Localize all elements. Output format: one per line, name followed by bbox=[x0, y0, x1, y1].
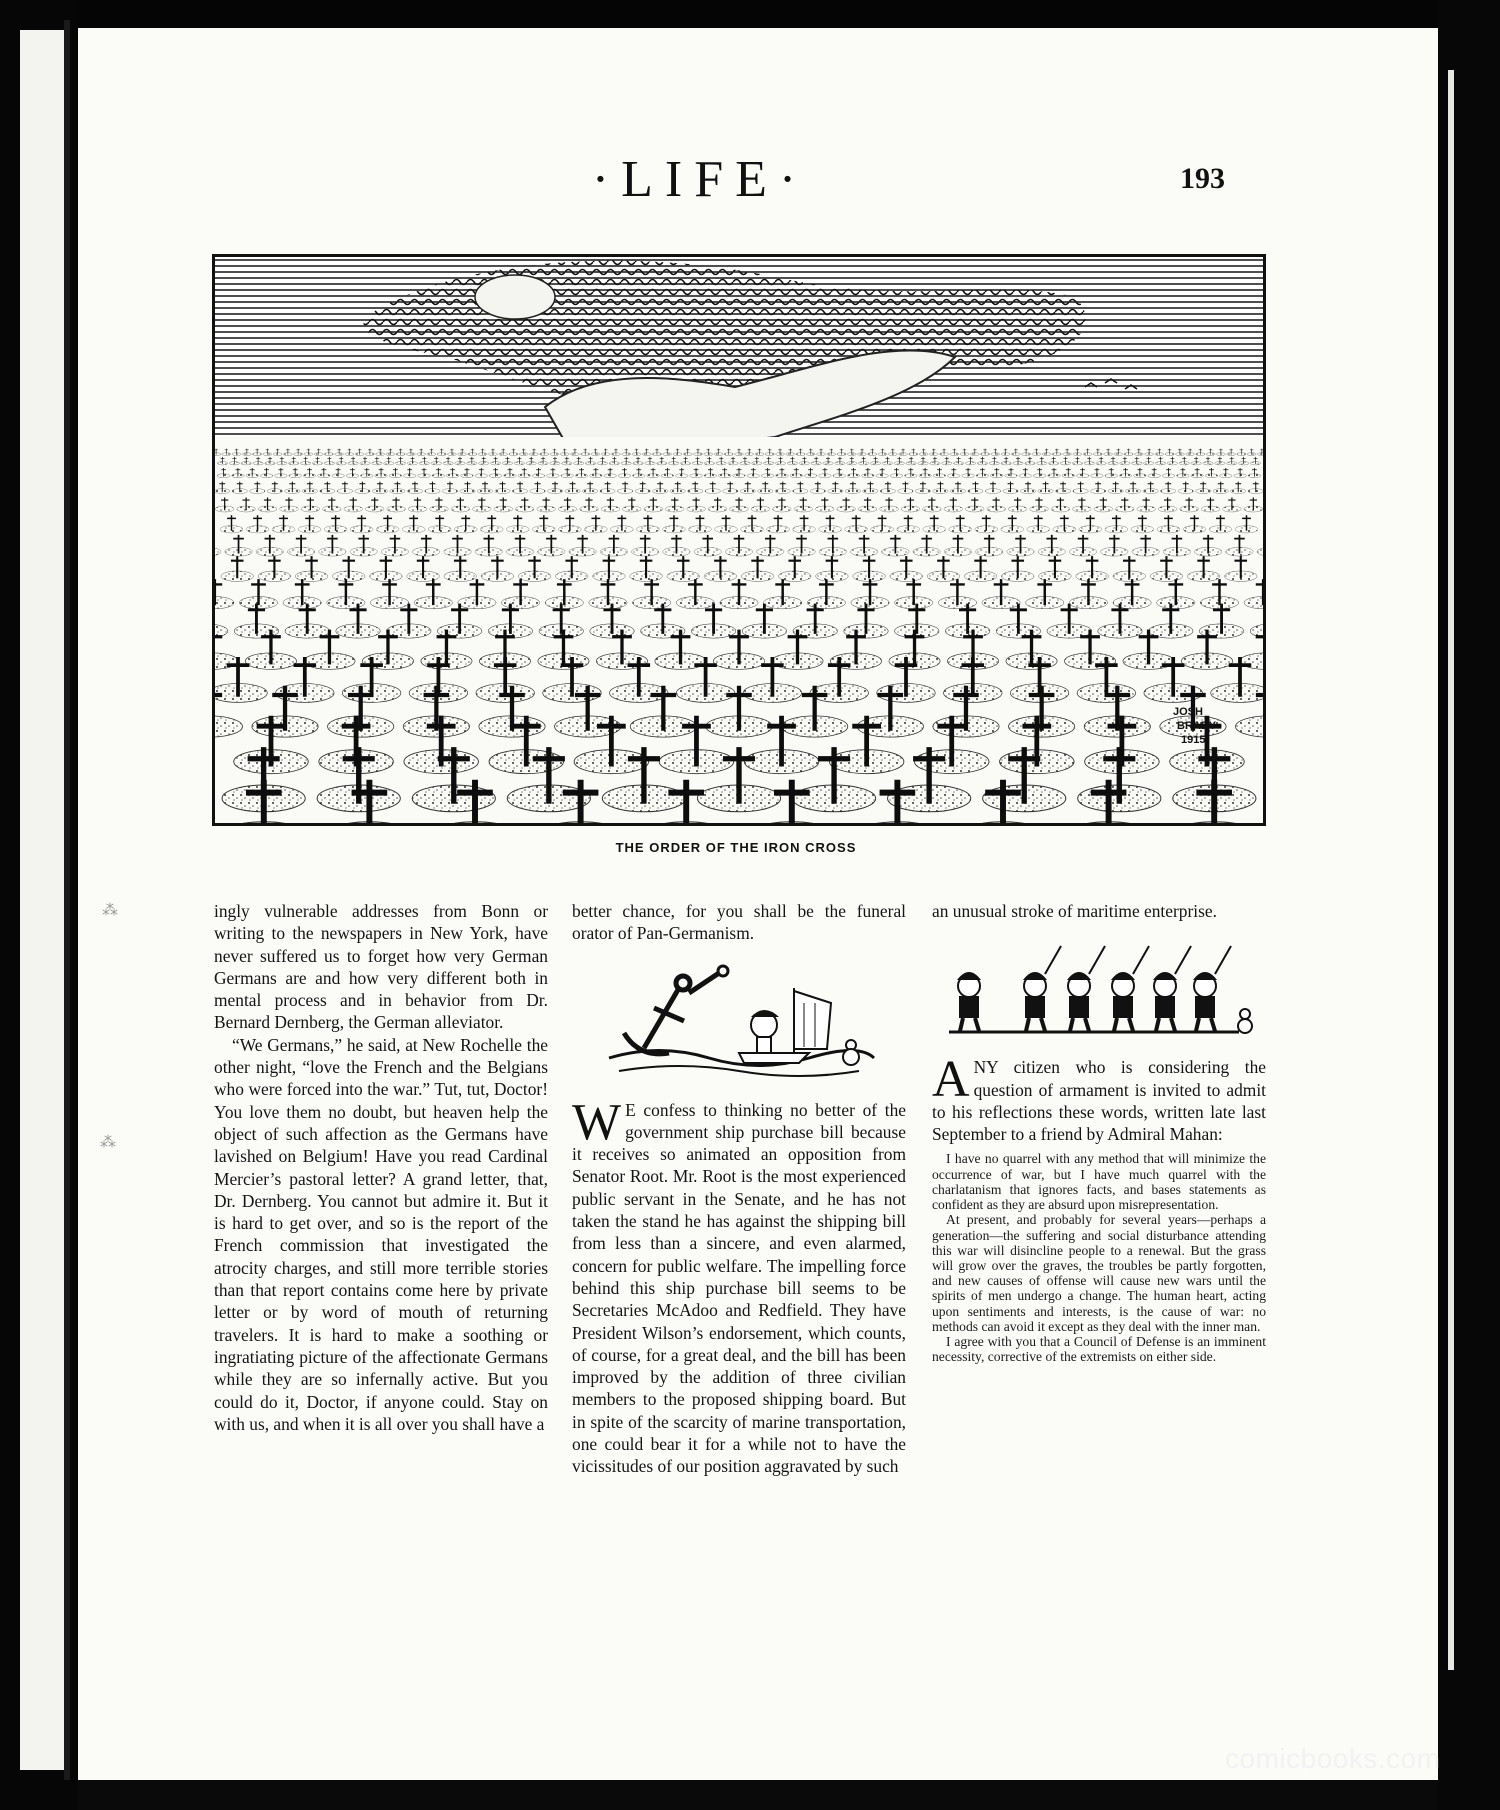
sailboy-figure bbox=[739, 988, 831, 1063]
col1-paragraph-1: ingly vulnerable addresses from Bonn or writing to the newspapers in New York, have never suffered us to forget how very German Germans are and how very different both in mental process and in behavior from Dr. Bernard Dernberg, the German alleviator. bbox=[214, 901, 548, 1033]
col2-paragraph-1: better chance, for you shall be the funeral orator of Pan-Germanism. bbox=[572, 901, 906, 944]
col3-paragraph-2-text: NY citizen who is considering the question of armament is invited to admit to his reflections these words, written late last September to a friend by Admiral Mahan: bbox=[932, 1057, 1266, 1145]
scan-top-border bbox=[0, 0, 1500, 28]
col1-paragraph-2: “We Germans,” he said, at New Rochelle the other night, “love the French and the Belgians who were forced into the war.” Tut, tut, Doctor! You love them no doubt, but heaven help the object of such affection as the Germans have lavished on Belgium! Have you read Cardinal Mercier’s pastoral letter? A grand letter, that, Dr. Dernberg. You cannot but admire it. But it is hard to get over, and so is the report of the French commission that investigated the atrocity charges, and still more terrible stories than that report contains come here by private letter or by word of mouth of returning travelers. It is hard to make a soothing or ingratiating picture of the affectionate Germans while they are so infernally active. But you could do it, Doctor, if anyone could. Stay on with us, and when it is all over you shall have a bbox=[214, 1034, 548, 1434]
text-column-2 bbox=[572, 900, 906, 1478]
soldier-figures bbox=[957, 946, 1231, 1031]
anchor-boat-vignette bbox=[599, 963, 879, 1083]
quote-paragraph-1: I have no quarrel with any method that will minimize the occurrence of war, but I have much quarrel with the charlatanism that ignores facts, and bases statements as confident as they are absurd upon misrepresentation. bbox=[932, 1151, 1266, 1213]
cartoon-caption: THE ORDER OF THE IRON CROSS bbox=[615, 840, 857, 855]
scan-right-border bbox=[1438, 0, 1500, 1810]
margin-smudge: ⁂ bbox=[102, 902, 118, 919]
col3-paragraph-2 bbox=[932, 1051, 1266, 1145]
dropcap-w: W bbox=[572, 1093, 622, 1151]
small-mascot-icon bbox=[1238, 1009, 1252, 1033]
dropcap-a: A bbox=[932, 1051, 970, 1109]
masthead-title: ·LIFE· bbox=[591, 151, 809, 208]
site-watermark: comicbooks.com bbox=[1225, 1743, 1441, 1774]
signature-line-3: 1915 bbox=[1181, 734, 1206, 746]
mahan-letter-quote bbox=[932, 1151, 1266, 1364]
anchor-icon bbox=[624, 976, 690, 1054]
cemetery-cartoon-illustration bbox=[212, 254, 1266, 826]
book-spine bbox=[0, 0, 78, 1810]
col2-paragraph-2 bbox=[572, 1093, 906, 1478]
quote-paragraph-2: At present, and probably for several years—perhaps a generation—the suffering and social disturbance attending this war will disincline people to a renewal. But the grass will grow over the graves, the troubles be partly forgotten, and new causes of offense will cause new wars until the spirits of men undergo a change. The human heart, acting upon sentiments and interests, is the cause of war: no methods can avoid it except as they deal with the inner man. bbox=[932, 1212, 1266, 1334]
col3-paragraph-1: an unusual stroke of maritime enterprise. bbox=[932, 901, 1217, 921]
marching-soldiers-vignette bbox=[939, 940, 1259, 1040]
signature-line-1: JOSH bbox=[1173, 706, 1203, 718]
small-mascot-icon bbox=[843, 1040, 859, 1065]
col2-paragraph-2-text: E confess to thinking no better of the government ship purchase bill because it receives so animated an opposition from Senator Root. Mr. Root is the most experienced public servant in the Senate, and he has not taken the stand he has against the shipping bill from less than a sincere, and even alarmed, concern for public welfare. The impelling force behind this ship purchase bill seems to be Secretaries McAdoo and Redfield. They have President Wilson’s endorsement, which counts, of course, for a great deal, and the bill has been improved by the addition of three civilian members to the proposed shipping board. But in spite of the scarcity of marine transportation, one could bear it for a while not to have the vicissitudes of our position aggravated by such bbox=[572, 1099, 906, 1477]
page-number: 193 bbox=[1180, 162, 1225, 195]
cartoon-drawing bbox=[215, 257, 1263, 823]
signature-line-2: BRADY bbox=[1177, 720, 1217, 732]
quote-paragraph-3: I agree with you that a Council of Defense is an imminent necessity, corrective of the extremists on either side. bbox=[932, 1333, 1266, 1365]
text-column-1 bbox=[214, 900, 548, 1435]
text-column-3 bbox=[932, 900, 1266, 1364]
margin-smudge: ⁂ bbox=[100, 1134, 116, 1151]
moon-glow bbox=[475, 275, 555, 319]
